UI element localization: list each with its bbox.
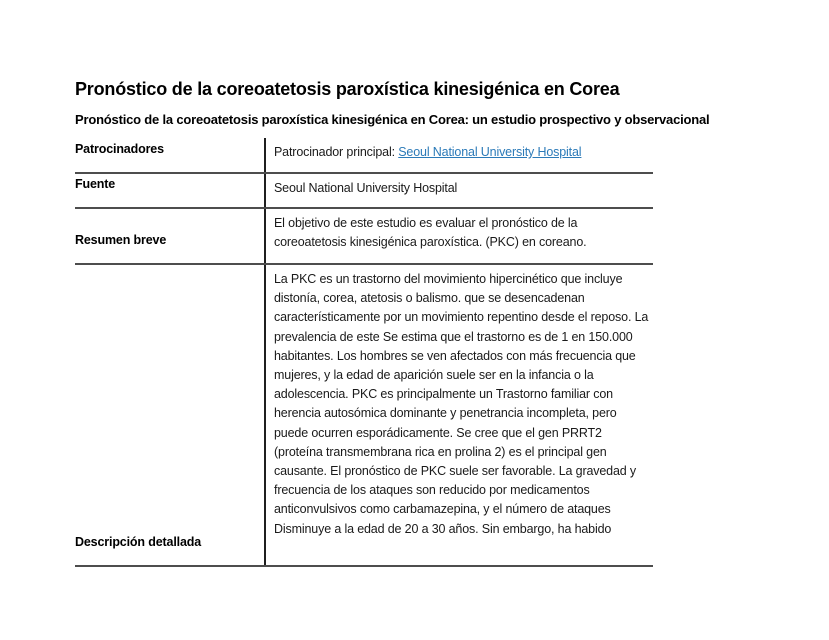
- sponsor-link[interactable]: Seoul National University Hospital: [398, 145, 582, 159]
- sponsors-label: Patrocinadores: [75, 138, 265, 173]
- table-row-sponsors: [75, 138, 653, 173]
- table-row-brief-summary: [75, 208, 653, 264]
- detailed-description-text: La PKC es un trastorno del movimiento hipercinético que incluye distonía, corea, atetosis o balismo. que se desencadenan característicamente por un movimiento repentino desde el reposo. La prevalencia de este Se estima que el trastorno es de 1 en 150.000 habitantes. Los hombres se ven afectados con más frecuencia que mujeres, y la edad de aparición suele ser en la infancia o la adolescencia. PKC es principalmente un Trastorno familiar con herencia autosómica dominante y penetrancia incompleta, pero puede ocurren esporádicamente. Se cree que el gen PRRT2 (proteína transmembrana rica en prolina 2) es el principal gen causante. El pronóstico de PKC suele ser favorable. La gravedad y frecuencia de los ataques son reducido por medicamentos anticonvulsivos como carbamazepina, y el número de ataques Disminuye a la edad de 20 a 30 años. Sin embargo, ha habido: [274, 272, 649, 536]
- table-row-source: [75, 173, 653, 208]
- page-title: Pronóstico de la coreoatetosis paroxística kinesigénica en Corea: [75, 79, 620, 99]
- document-content: [75, 78, 710, 567]
- study-record-table: [75, 138, 653, 567]
- detailed-description-label: Descripción detallada: [75, 264, 265, 566]
- brief-summary-label: Resumen breve: [75, 208, 265, 264]
- sponsors-value-cell: [265, 138, 653, 173]
- sponsor-prefix-text: Patrocinador principal:: [274, 145, 399, 159]
- detailed-description-value-cell: [265, 264, 653, 566]
- source-value: Seoul National University Hospital: [265, 173, 653, 208]
- table-row-detailed-description: [75, 264, 653, 566]
- brief-summary-value: El objetivo de este estudio es evaluar el pronóstico de la coreoatetosis kinesigénica paroxística. (PKC) en coreano.: [265, 208, 653, 264]
- page-subtitle: Pronóstico de la coreoatetosis paroxística kinesigénica en Corea: un estudio prospectivo y observacional: [75, 112, 710, 127]
- source-label: Fuente: [75, 173, 265, 208]
